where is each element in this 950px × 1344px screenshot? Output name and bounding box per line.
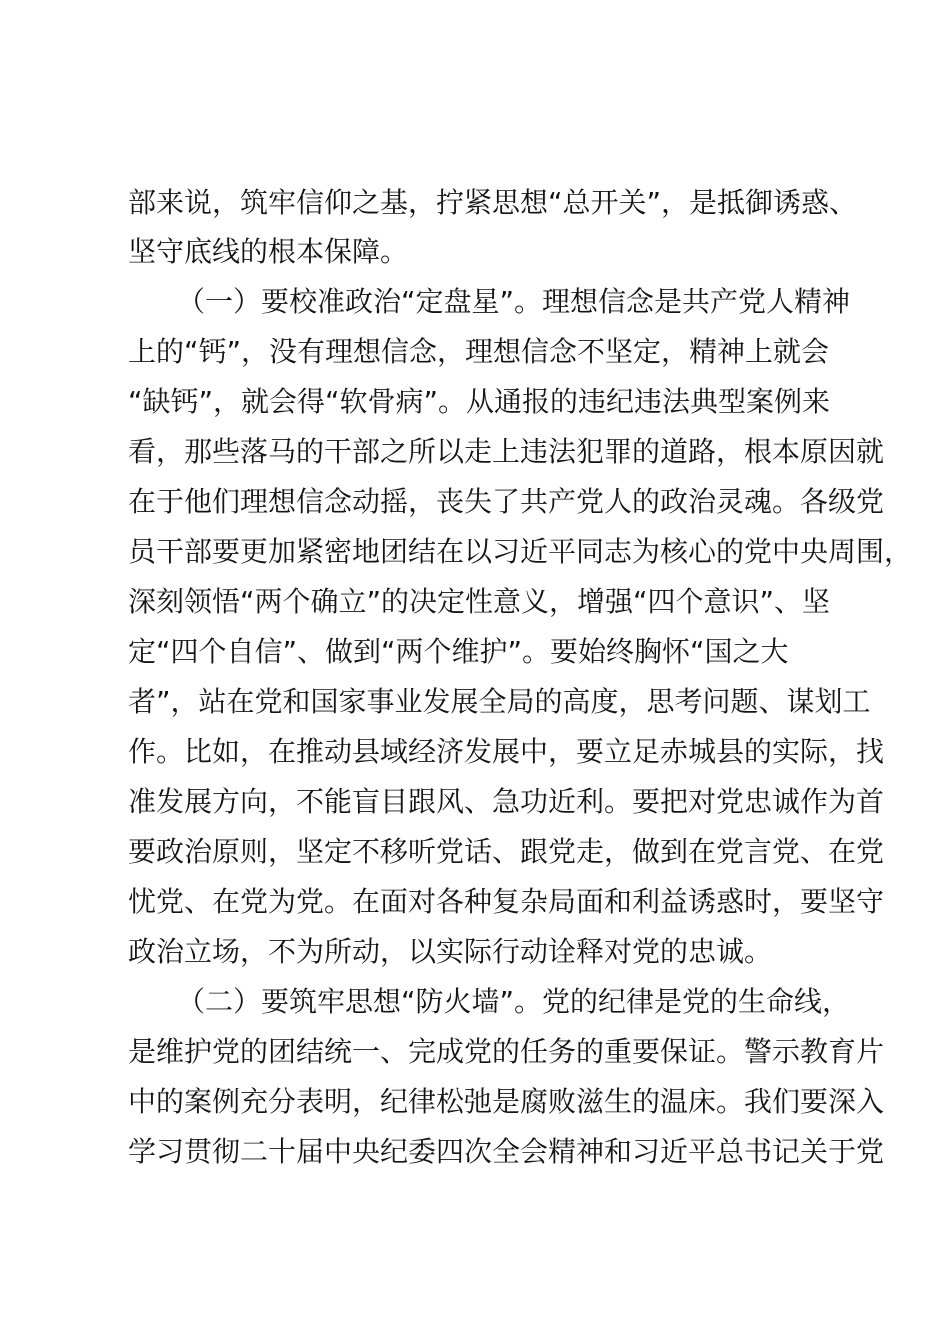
section-heading-line: （一）要校准政治“定盘星”。理想信念是共产党人精神 xyxy=(177,285,851,318)
text-line: 员干部要更加紧密地团结在以习近平同志为核心的党中央周围， xyxy=(128,535,913,568)
text-line: 要政治原则，坚定不移听党话、跟党走，做到在党言党、在党 xyxy=(128,835,885,868)
text-line: “缺钙”，就会得“软骨病”。从通报的违纪违法典型案例来 xyxy=(128,385,831,418)
text-line: 深刻领悟“两个确立”的决定性意义，增强“四个意识”、坚 xyxy=(128,585,831,618)
text-line: 部来说，筑牢信仰之基，拧紧思想“总开关”，是抵御诱惑、 xyxy=(128,186,858,219)
text-line: 学习贯彻二十届中央纪委四次全会精神和习近平总书记关于党 xyxy=(128,1135,885,1168)
text-line: 坚守底线的根本保障。 xyxy=(128,235,409,268)
text-line: 者”，站在党和国家事业发展全局的高度，思考问题、谋划工 xyxy=(128,685,871,718)
text-line: 政治立场，不为所动，以实际行动诠释对党的忠诚。 xyxy=(128,935,773,968)
text-line: 准发展方向，不能盲目跟风、急功近利。要把对党忠诚作为首 xyxy=(128,785,885,818)
text-line: 忧党、在党为党。在面对各种复杂局面和利益诱惑时，要坚守 xyxy=(128,885,885,918)
text-line: 看，那些落马的干部之所以走上违法犯罪的道路，根本原因就 xyxy=(128,435,885,468)
section-heading-line: （二）要筑牢思想“防火墙”。党的纪律是党的生命线， xyxy=(177,985,851,1018)
text-line: 在于他们理想信念动摇，丧失了共产党人的政治灵魂。各级党 xyxy=(128,485,885,518)
text-line: 上的“钙”，没有理想信念，理想信念不坚定，精神上就会 xyxy=(128,335,830,368)
text-line: 是维护党的团结统一、完成党的任务的重要保证。警示教育片 xyxy=(128,1035,885,1068)
text-line: 中的案例充分表明，纪律松弛是腐败滋生的温床。我们要深入 xyxy=(128,1085,885,1118)
text-line: 定“四个自信”、做到“两个维护”。要始终胸怀“国之大 xyxy=(128,635,789,668)
text-line: 作。比如，在推动县域经济发展中，要立足赤城县的实际，找 xyxy=(128,735,885,768)
